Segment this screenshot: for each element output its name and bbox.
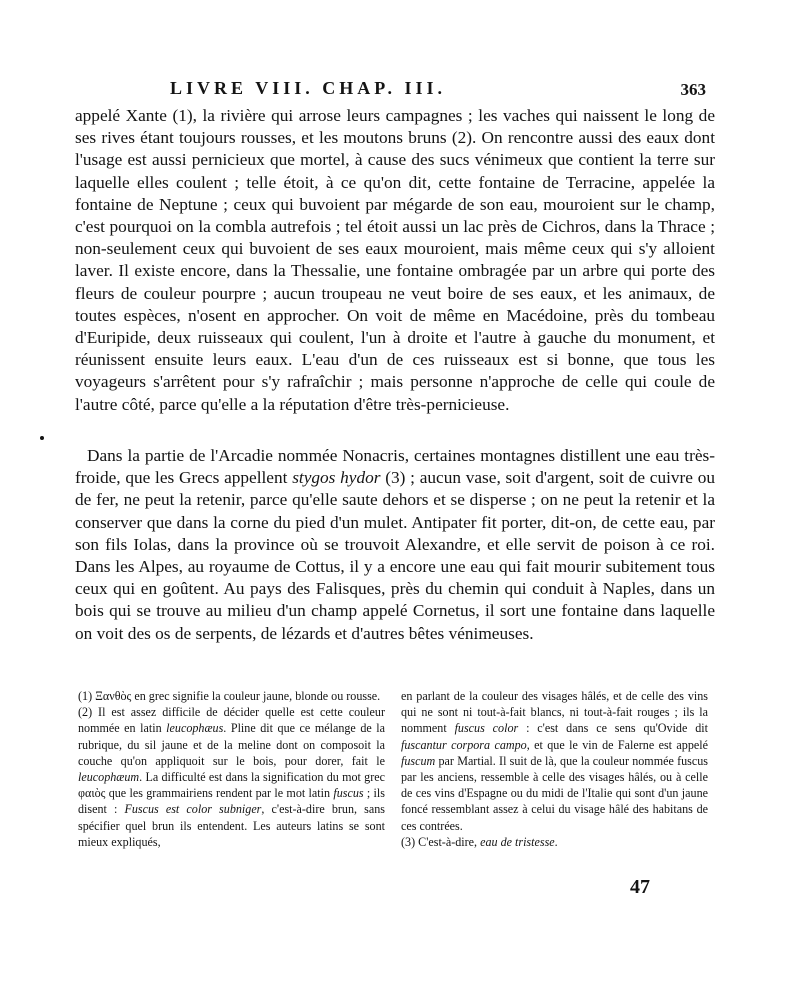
text-span: : c'est dans ce sens qu'Ovide dit	[518, 721, 708, 736]
signature-mark: 47	[630, 876, 650, 898]
text-span: . Pline dit que ce mélange de la rubrique, du sil jaune et de la meline dont on composoit la couche qu'on appliquoit sur le bois, pour dorer, fait le	[78, 721, 385, 768]
italic-term: eau de tristesse	[480, 834, 555, 849]
italic-term: leucophæum	[78, 770, 140, 785]
greek-word: Ξανθὸς	[95, 689, 132, 703]
body-paragraph-1: appelé Xante (1), la rivière qui arrose leurs campagnes ; les vaches qui naissent le long de ses rives étant toujours rousses, et les moutons bruns (2). On rencontre aussi des eaux dont l'usage est aussi pernicieux que mortel, à cause des sucs vénimeux que contient la terre sur laquelle elles coulent ; telle étoit, à ce qu'on dit, cette fontaine de Terracine, appelée la fontaine de Neptune ; ceux qui buvoient par mégarde de son eau, mouroient sur le champ, c'est pourquoi on la combla autrefois ; tel étoit aussi un lac près de Cichros, dans la Thrace ; non-seulement ceux qui buvoient de ses eaux mouroient, mais même ceux qui s'y alloient laver. Il existe encore, dans la Thessalie, une fontaine ombragée par un arbre qui porte des fleurs de couleur pourpre ; aucun troupeau ne veut boire de ses eaux, et les animaux, de toutes espèces, n'osent en approcher. On voit de même en Macédoine, près du tombeau d'Euripide, deux ruisseaux qui coulent, l'un à droite et l'autre à gauche du monument, et réunissent ensuite leurs eaux. L'eau d'un de ces ruisseaux est si bonne, que tous les voyageurs s'arrêtent pour s'y rafraîchir ; mais personne n'approche de celle qui coule de l'autre côté, parce qu'elle a la réputation d'être très-pernicieuse.	[75, 106, 715, 414]
footnote-2	[78, 704, 385, 850]
footnote-3	[401, 834, 708, 850]
text-span: Dans la partie de l'Arcadie nommée Nonacris, certaines montagnes distillent une eau très-froide, que les Grecs appellent	[75, 446, 715, 488]
text-span: par Martial. Il suit de là, que la couleur nommée fuscus par les anciens, ressemble à celle des visages hâlés, ou à celle de ces vins d'Espagne ou du midi de l'Italie qui sont d'un jaune foncé ressemblant assez à celui du visage hâlé des habitans de ces contrées.	[401, 753, 708, 833]
ink-spot	[40, 436, 44, 440]
running-head	[170, 78, 716, 104]
footnotes-left-column	[78, 688, 385, 850]
text-span: en parlant de la couleur des visages hâlés, et de celle des vins qui ne sont ni tout-à-fait blancs, ni tout-à-fait rouges ; ils la nomment	[401, 689, 708, 736]
text-span: , c'est-à-dire brun, sans spécifier quel brun ils entendent. Les auteurs latins se sont mieux expliqués,	[78, 802, 385, 849]
italic-term: fuscum	[401, 753, 436, 768]
text-span: (3) ; aucun vase, soit d'argent, soit de cuivre ou de fer, ne peut la retenir, parce qu'elle saute dehors et se disperse ; on ne peut la retenir et la conserver que dans la corne du pied d'un mulet. Antipater fit porter, dit-on, de cette eau, par son fils Iolas, dans la province où se trouvoit Alexandre, et elle servit de poison à ce roi. Dans les Alpes, au royaume de Cottus, il y a encore une eau qui fait mourir subitement tous ceux qui en goûtent. Au pays des Falisques, près du chemin qui conduit à Naples, dans un bois qui se trouve au milieu d'un champ appelé Cornetus, il sort une fontaine dans laquelle on voit des os de serpents, de lézards et d'autres bêtes vénimeuses.	[75, 468, 715, 643]
footnote-1	[78, 688, 385, 704]
text-span: en grec signifie la couleur jaune, blonde ou rousse.	[131, 689, 381, 703]
text-span: (1)	[78, 689, 96, 703]
footnotes-right-column	[401, 688, 708, 850]
text-span: (3) C'est-à-dire,	[401, 834, 481, 849]
italic-term: fuscus	[333, 786, 364, 801]
text-span: , et que le vin de Falerne est appelé	[526, 737, 708, 752]
italic-term: Fuscus est color subniger	[124, 802, 262, 817]
text-span: (2) Il est assez difficile de décider quelle est cette couleur nommée en latin	[78, 705, 385, 736]
text-span: ; ils disent :	[78, 786, 385, 817]
footnote-2-continued	[401, 688, 708, 834]
italic-term: fuscus color	[454, 721, 519, 736]
chapter-title: LIVRE VIII. CHAP. III.	[170, 78, 447, 98]
italic-term: fuscantur corpora campo	[401, 737, 527, 752]
text-span: . La difficulté est dans la signification du mot grec	[139, 770, 385, 785]
italic-term: stygos hydor	[292, 468, 381, 488]
text-span: que les grammairiens rendent par le mot latin	[105, 786, 334, 801]
body-paragraph-2	[75, 445, 715, 645]
greek-word: φαιὸς	[78, 786, 106, 801]
text-span: .	[554, 834, 558, 849]
italic-term: leucophæus	[166, 721, 224, 736]
page-number: 363	[680, 80, 706, 99]
